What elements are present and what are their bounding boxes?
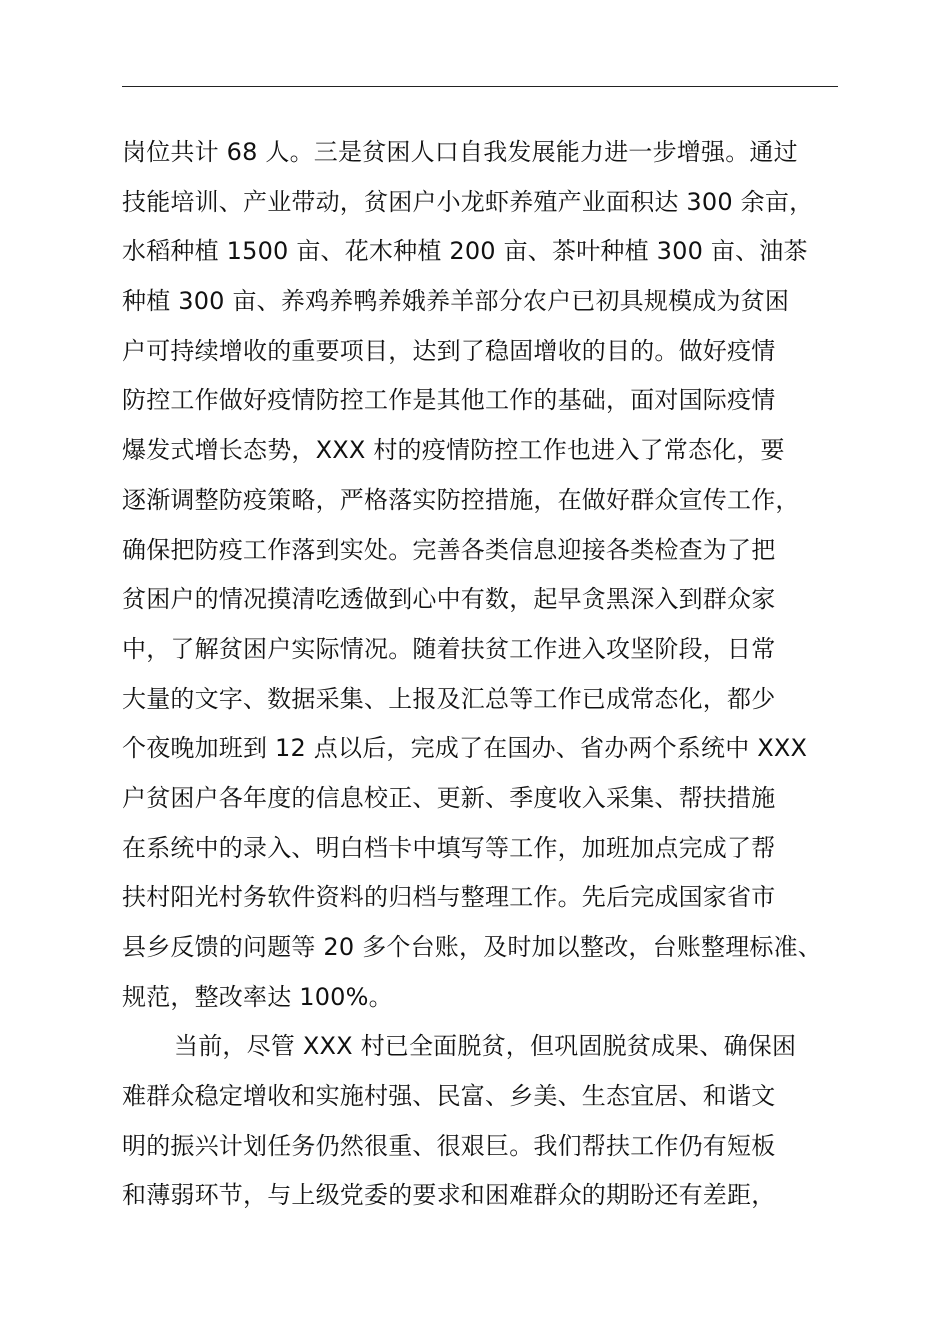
text-line: 大量的文字、数据采集、上报及汇总等工作已成常态化，都少 <box>122 684 776 713</box>
paragraph-start-line: 当前，尽管 XXX 村已全面脱贫，但巩固脱贫成果、确保困 <box>174 1032 797 1061</box>
text-line: 中，了解贫困户实际情况。随着扶贫工作进入攻坚阶段，日常 <box>122 634 776 663</box>
text-line: 逐渐调整防疫策略，严格落实防控措施，在做好群众宣传工作， <box>122 485 800 514</box>
text-line: 在系统中的录入、明白档卡中填写等工作，加班加点完成了帮 <box>122 833 776 862</box>
text-line: 和薄弱环节，与上级党委的要求和困难群众的期盼还有差距， <box>122 1181 776 1210</box>
text-line: 个夜晚加班到 12 点以后，完成了在国办、省办两个系统中 XXX <box>122 734 808 763</box>
text-line: 种植 300 亩、养鸡养鸭养娥养羊部分农户已初具规模成为贫困 <box>122 287 790 316</box>
body-text <box>122 128 852 1221</box>
text-line: 规范，整改率达 100%。 <box>122 982 393 1011</box>
text-line: 扶村阳光村务软件资料的归档与整理工作。先后完成国家省市 <box>122 883 776 912</box>
text-line: 贫困户的情况摸清吃透做到心中有数，起早贪黑深入到群众家 <box>122 585 776 614</box>
text-line: 户贫困户各年度的信息校正、更新、季度收入采集、帮扶措施 <box>122 783 776 812</box>
text-line: 户可持续增收的重要项目，达到了稳固增收的目的。做好疫情 <box>122 336 776 365</box>
text-line: 确保把防疫工作落到实处。完善各类信息迎接各类检查为了把 <box>122 535 776 564</box>
header-rule <box>122 86 838 87</box>
text-line: 难群众稳定增收和实施村强、民富、乡美、生态宜居、和谐文 <box>122 1082 776 1111</box>
text-line: 技能培训、产业带动，贫困户小龙虾养殖产业面积达 300 余亩， <box>122 187 814 216</box>
text-line: 爆发式增长态势，XXX 村的疫情防控工作也进入了常态化，要 <box>122 436 785 465</box>
text-line: 水稻种植 1500 亩、花木种植 200 亩、茶叶种植 300 亩、油茶 <box>122 237 808 266</box>
text-line: 县乡反馈的问题等 20 多个台账，及时加以整改，台账整理标准、 <box>122 933 822 961</box>
text-line: 防控工作做好疫情防控工作是其他工作的基础，面对国际疫情 <box>122 386 776 415</box>
text-line: 明的振兴计划任务仍然很重、很艰巨。我们帮扶工作仍有短板 <box>122 1131 776 1160</box>
text-line: 岗位共计 68 人。三是贫困人口自我发展能力进一步增强。通过 <box>122 138 798 166</box>
